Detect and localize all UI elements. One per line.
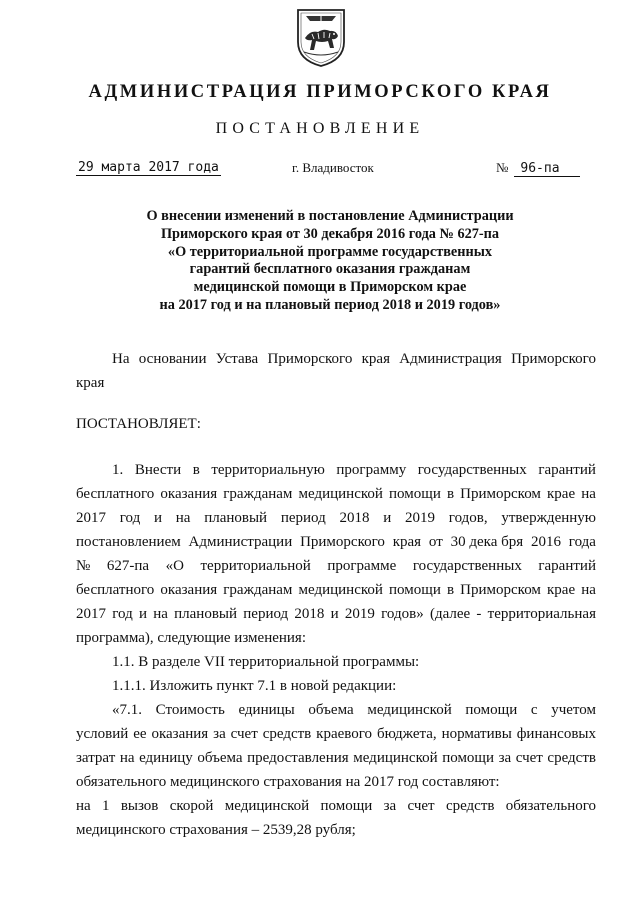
- text-line: [76, 482, 596, 506]
- word: медицинской: [298, 486, 383, 502]
- word: медицинской: [353, 750, 438, 766]
- resolve-heading: ПОСТАНОВЛЯЕТ:: [76, 416, 201, 432]
- word: крае: [547, 582, 576, 598]
- word: «7.1.: [112, 702, 142, 718]
- word: объема: [197, 750, 243, 766]
- word: -: [476, 606, 482, 622]
- word: на: [581, 486, 596, 502]
- word: края: [392, 534, 422, 550]
- word: «О: [165, 558, 184, 574]
- word: период: [243, 606, 289, 622]
- word: год: [119, 510, 141, 526]
- word: за: [383, 798, 397, 814]
- word: 1: [102, 798, 110, 814]
- word: счет: [515, 750, 543, 766]
- word: краевого: [316, 726, 373, 742]
- word: программе: [327, 558, 397, 574]
- basis-paragraph: [76, 347, 596, 395]
- word: территориальная: [487, 606, 596, 622]
- word: края: [361, 351, 390, 367]
- document-type: ПОСТАНОВЛЕНИЕ: [215, 120, 425, 137]
- word: 2019: [405, 510, 436, 526]
- word: оказания: [160, 486, 218, 502]
- word: средств: [547, 750, 596, 766]
- word: средств: [262, 726, 312, 742]
- word: ее: [133, 726, 147, 742]
- word: нормативы: [441, 726, 512, 742]
- word: и: [138, 606, 147, 622]
- word: №: [76, 558, 91, 574]
- word: медицинской: [367, 702, 452, 718]
- word: гарантий: [538, 462, 596, 478]
- word: плановый: [204, 510, 268, 526]
- word: за: [498, 750, 512, 766]
- word: на: [581, 582, 596, 598]
- word: 2017: [76, 606, 106, 622]
- text-line: [76, 698, 596, 722]
- word: Приморском: [460, 486, 541, 502]
- word: 30 дека бря: [450, 534, 524, 550]
- word: 2017: [76, 510, 106, 526]
- word: в: [446, 486, 455, 502]
- word: и: [383, 510, 392, 526]
- word: Внести: [134, 462, 182, 478]
- word: основании: [138, 351, 207, 367]
- word: годов»: [381, 606, 424, 622]
- word: учетом: [551, 702, 596, 718]
- word: утвержденную: [501, 510, 596, 526]
- word: помощи: [465, 702, 518, 718]
- word: Приморского: [267, 351, 353, 367]
- word: обязательного: [505, 798, 596, 814]
- body-text: [76, 458, 596, 842]
- word: оказания: [151, 726, 209, 742]
- word: Приморского: [511, 351, 596, 367]
- word: вызов: [120, 798, 159, 814]
- word: 2018: [294, 606, 325, 622]
- document-date: 29 марта 2017 года: [78, 160, 219, 175]
- document-title: [100, 208, 560, 315]
- word: медицинской: [298, 582, 383, 598]
- word: бюджета,: [376, 726, 437, 742]
- text-line: обязательного медицинского страхования на 2017 год составляют:: [76, 774, 500, 790]
- word: государственных: [417, 462, 527, 478]
- title-line: О внесении изменений в постановление Администрации: [146, 208, 514, 224]
- word: на: [76, 798, 91, 814]
- word: затрат: [76, 750, 116, 766]
- word: гражданам: [223, 486, 293, 502]
- coat-of-arms-emblem: [292, 6, 350, 68]
- word: территориальной: [200, 558, 311, 574]
- word: на: [119, 750, 135, 766]
- word: бесплатного: [76, 486, 155, 502]
- text-line: программа), следующие изменения:: [76, 630, 306, 646]
- word: Приморского: [300, 534, 385, 550]
- word: Приморском: [460, 582, 541, 598]
- word: На: [112, 351, 130, 367]
- word: в: [192, 462, 200, 478]
- word: средств: [445, 798, 495, 814]
- word: и: [330, 606, 339, 622]
- word: территориальную: [211, 462, 325, 478]
- text-line: края: [76, 375, 105, 391]
- text-line: [76, 746, 596, 770]
- word: Устава: [215, 351, 259, 367]
- word: предоставления: [247, 750, 349, 766]
- title-line: «О территориальной программе государственных: [167, 243, 493, 260]
- text-line: [76, 794, 596, 818]
- word: помощи: [442, 750, 495, 766]
- word: плановый: [174, 606, 238, 622]
- word: программу: [336, 462, 407, 478]
- word: помощи: [320, 798, 373, 814]
- number-value: 96-па: [514, 161, 580, 177]
- word: Администрация: [399, 351, 502, 367]
- text-line: медицинского страхования – 2539,28 рубля;: [76, 822, 356, 838]
- word: 1.: [112, 462, 124, 478]
- word: на: [175, 510, 191, 526]
- text-line: 1.1.1. Изложить пункт 7.1 в новой редакции:: [112, 678, 397, 694]
- word: счет: [230, 726, 258, 742]
- word: постановлением: [76, 534, 181, 550]
- word: в: [446, 582, 455, 598]
- title-line: Приморского края от 30 декабря 2016 года № 627-па: [160, 225, 500, 242]
- text-line: [76, 554, 596, 578]
- word: счет: [407, 798, 435, 814]
- word: годов,: [448, 510, 488, 526]
- title-line: на 2017 год и на плановый период 2018 и 2019 годов»: [159, 296, 501, 313]
- title-line: медицинской помощи в Приморском крае: [193, 279, 467, 296]
- text-line: [76, 602, 596, 626]
- word: 2019: [344, 606, 375, 622]
- word: единицу: [139, 750, 193, 766]
- word: Администрации: [188, 534, 293, 550]
- word: от: [428, 534, 443, 550]
- word: год: [112, 606, 133, 622]
- text-line: [76, 506, 596, 530]
- word: помощи: [389, 486, 441, 502]
- text-line: [76, 722, 596, 746]
- word: на: [153, 606, 168, 622]
- word: объема: [308, 702, 354, 718]
- word: 2018: [339, 510, 370, 526]
- word: период: [280, 510, 326, 526]
- text-line: [76, 347, 596, 371]
- word: Стоимость: [155, 702, 225, 718]
- title-line: гарантий бесплатного оказания гражданам: [189, 261, 471, 278]
- word: медицинской: [224, 798, 310, 814]
- word: крае: [547, 486, 576, 502]
- word: с: [530, 702, 538, 718]
- word: (далее: [429, 606, 471, 622]
- word: единицы: [238, 702, 295, 718]
- word: гарантий: [538, 558, 596, 574]
- text-line: 1.1. В разделе VII территориальной программы:: [112, 654, 420, 670]
- word: оказания: [160, 582, 218, 598]
- word: и: [153, 510, 163, 526]
- number-sign: №: [496, 160, 509, 175]
- word: бесплатного: [76, 582, 155, 598]
- document-city: г. Владивосток: [292, 160, 374, 175]
- word: условий: [76, 726, 129, 742]
- word: скорой: [169, 798, 214, 814]
- word: за: [213, 726, 226, 742]
- word: года: [568, 534, 596, 550]
- word: государственных: [412, 558, 522, 574]
- word: финансовых: [516, 726, 596, 742]
- document-number: [496, 160, 580, 177]
- text-line: [76, 530, 596, 554]
- organization-name: АДМИНИСТРАЦИЯ ПРИМОРСКОГО КРАЯ: [88, 82, 552, 102]
- word: 627-па: [106, 558, 150, 574]
- text-line: [76, 578, 596, 602]
- text-line: [76, 458, 596, 482]
- word: помощи: [389, 582, 441, 598]
- word: гражданам: [223, 582, 293, 598]
- word: 2016: [530, 534, 561, 550]
